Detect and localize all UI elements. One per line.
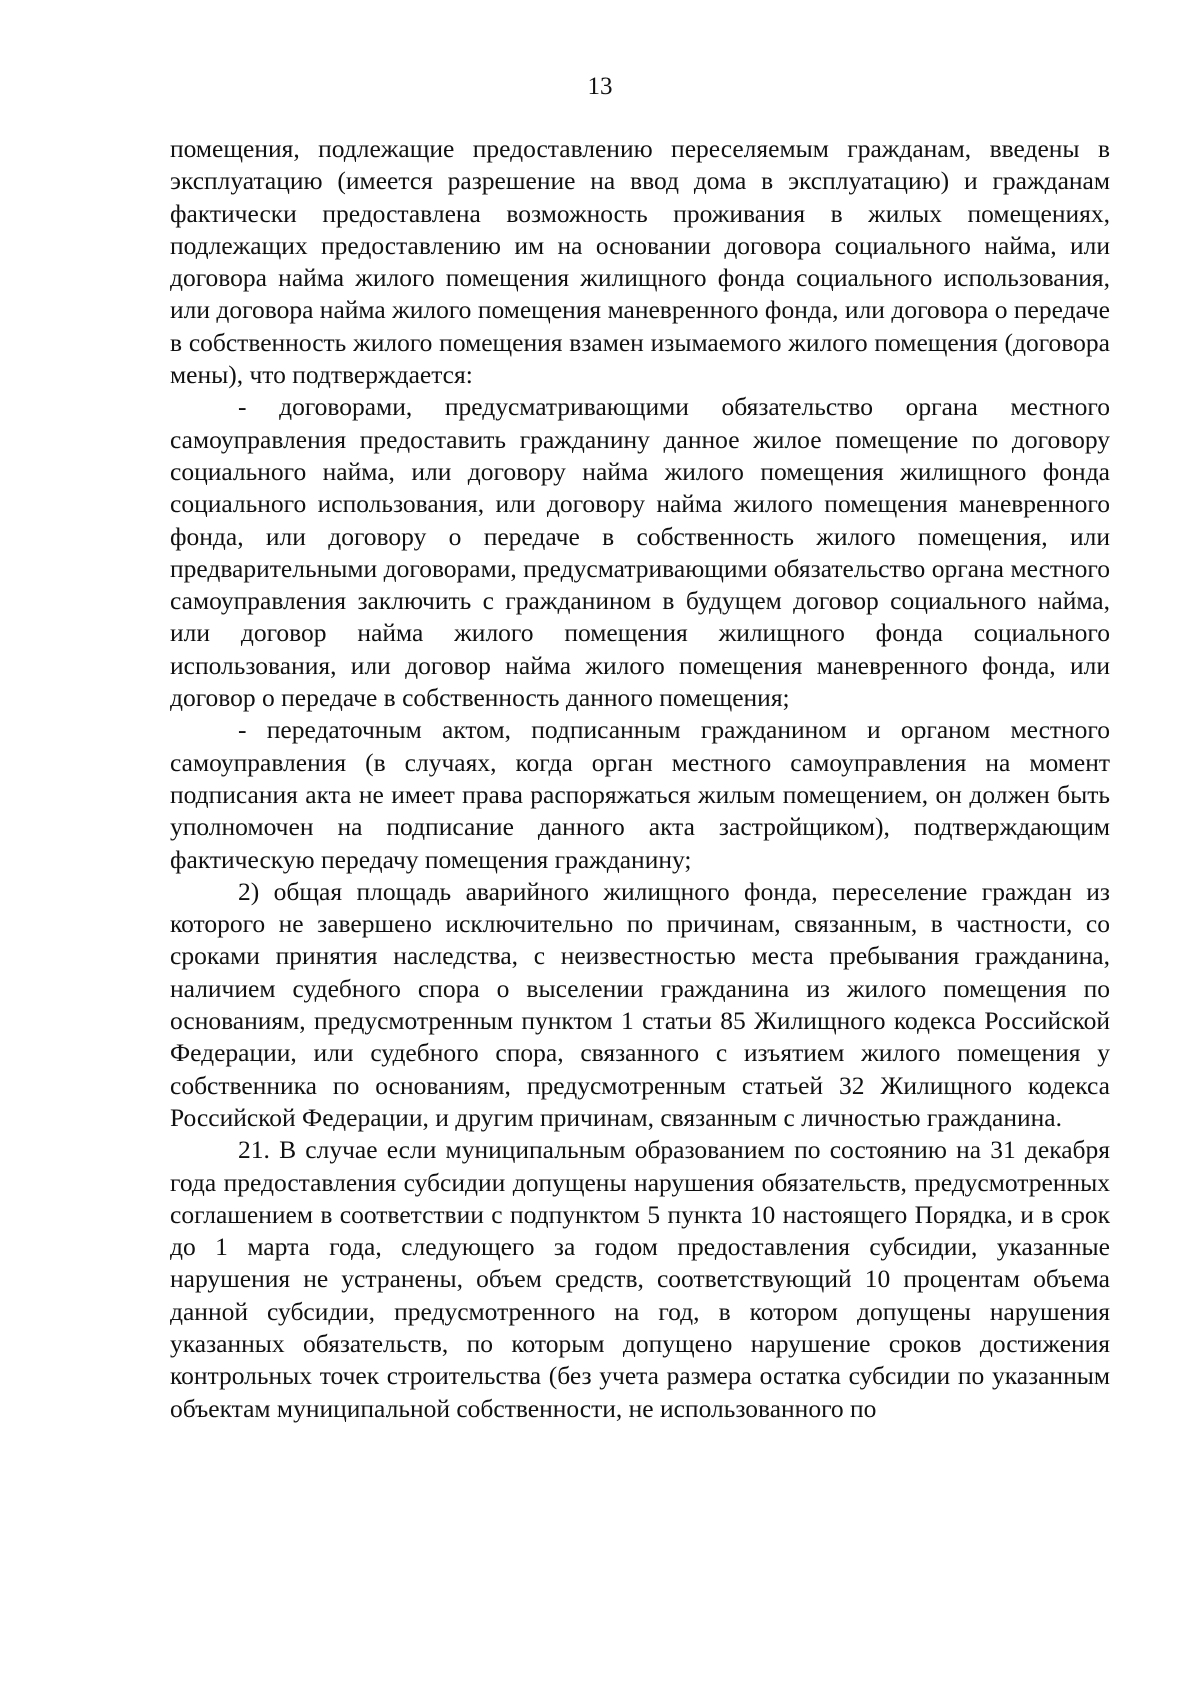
paragraph-item-2: 2) общая площадь аварийного жилищного фонда, переселение граждан из которого не завершено исключительно по причинам, связанным, в частности, со сроками принятия наследства, с неизвестностью места пребывания гражданина, наличием судебного спора о выселении гражданина из жилого помещения по основаниям, предусмотренным пунктом 1 статьи 85 Жилищного кодекса Российской Федерации, или судебного спора, связанного с изъятием жилого помещения у собственника по основаниям, предусмотренным статьей 32 Жилищного кодекса Российской Федерации, и другим причинам, связанным с личностью гражданина. (170, 876, 1110, 1132)
page-number: 13 (587, 73, 613, 100)
paragraph-clause-21: 21. В случае если муниципальным образованием по состоянию на 31 декабря года предоставления субсидии допущены нарушения обязательств, предусмотренных соглашением в соответствии с подпунктом 5 пункта 10 настоящего Порядка, и в срок до 1 марта года, следующего за годом предоставления субсидии, указанные нарушения не устранены, объем средств, соответствующий 10 процентам объема данной субсидии, предусмотренного на год, в котором допущены нарушения указанных обязательств, по которым допущено нарушение сроков достижения контрольных точек строительства (без учета размера остатка субсидии по указанным объектам муниципальной собственности, не использованного по (170, 1135, 1110, 1423)
paragraph-transfer-act-item: - передаточным актом, подписанным гражданином и органом местного самоуправления (в случаях, когда орган местного самоуправления на момент подписания акта не имеет права распоряжаться жилым помещением, он должен быть уполномочен на подписание данного акта застройщиком), подтверждающим фактическую передачу помещения гражданину; (170, 715, 1110, 874)
document-body (170, 133, 1110, 1425)
paragraph-contracts-item: - договорами, предусматривающими обязательство органа местного самоуправления предоставить гражданину данное жилое помещение по договору социального найма, или договору найма жилого помещения жилищного фонда социального использования, или договору найма жилого помещения маневренного фонда, или договору о передаче в собственность жилого помещения, или предварительными договорами, предусматривающими обязательство органа местного самоуправления заключить с гражданином в будущем договор социального найма, или договор найма жилого помещения жилищного фонда социального использования, или договор найма жилого помещения маневренного фонда, или договор о передаче в собственность данного помещения; (170, 392, 1110, 713)
paragraph-continuation: помещения, подлежащие предоставлению переселяемым гражданам, введены в эксплуатацию (имеется разрешение на ввод дома в эксплуатацию) и гражданам фактически предоставлена возможность проживания в жилых помещениях, подлежащих предоставлению им на основании договора социального найма, или договора найма жилого помещения жилищного фонда социального использования, или договора найма жилого помещения маневренного фонда, или договора о передаче в собственность жилого помещения взамен изымаемого жилого помещения (договора мены), что подтверждается: (170, 134, 1110, 390)
